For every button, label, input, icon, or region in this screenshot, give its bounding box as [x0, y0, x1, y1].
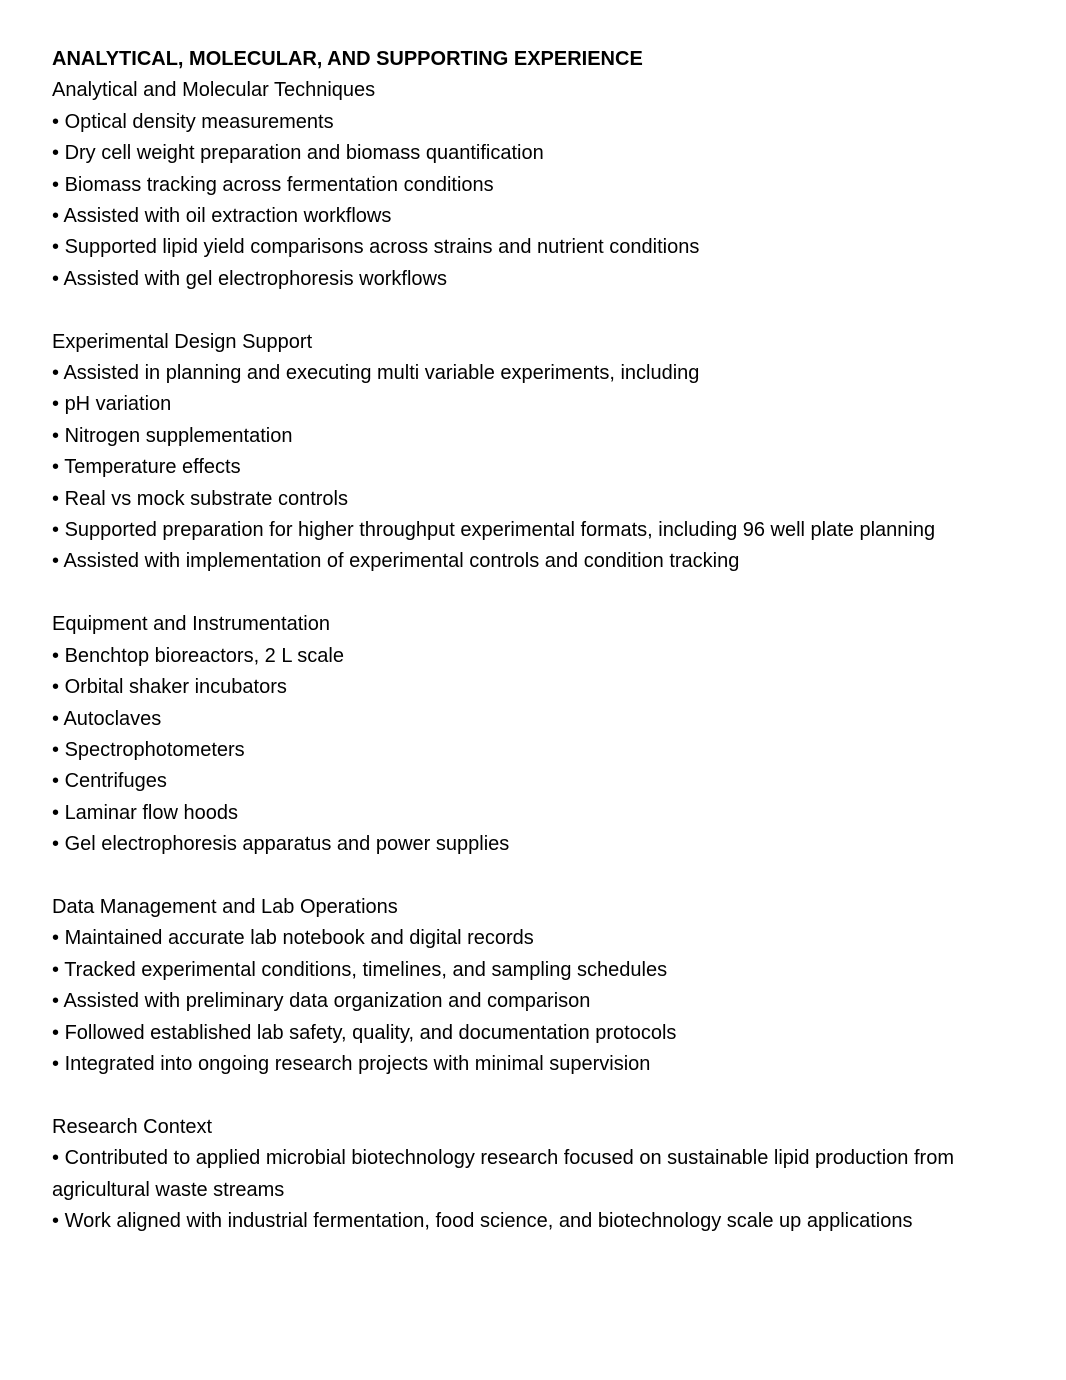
list-item [52, 923, 1052, 954]
document-title: ANALYTICAL, MOLECULAR, AND SUPPORTING EXPERIENCE [52, 48, 643, 70]
list-item-text: Optical density measurements [64, 110, 334, 133]
list-item-text: Orbital shaker incubators [64, 676, 287, 699]
list-item-text: Supported preparation for higher throughput experimental formats, including 96 well plate planning [64, 519, 936, 542]
list-item-text: Nitrogen supplementation [64, 424, 293, 447]
list-item-text: Biomass tracking across fermentation conditions [64, 173, 494, 196]
bullet-icon: • [52, 424, 65, 447]
section-heading: Research Context [52, 1115, 213, 1138]
list-item [52, 421, 1052, 452]
list-item-text: Work aligned with industrial fermentation, food science, and biotechnology scale up applications [64, 1209, 913, 1232]
bullet-icon: • [52, 142, 65, 165]
list-item-text: Laminar flow hoods [64, 801, 238, 824]
list-item [52, 1143, 1052, 1206]
list-item-text: Real vs mock substrate controls [64, 487, 348, 510]
list-item [52, 735, 1052, 766]
list-item [52, 264, 1052, 295]
bullet-icon: • [52, 707, 64, 730]
bullet-icon: • [52, 456, 65, 479]
list-item [52, 641, 1052, 672]
bullet-icon: • [52, 267, 64, 290]
bullet-icon: • [52, 927, 65, 950]
list-item [52, 138, 1052, 169]
list-item-text: Benchtop bioreactors, 2 L scale [64, 644, 344, 667]
list-item-text: Autoclaves [63, 707, 162, 730]
bullet-icon: • [52, 1021, 65, 1044]
bullet-icon: • [52, 173, 65, 196]
bullet-icon: • [52, 487, 65, 510]
bullet-list [52, 1143, 1052, 1237]
list-item-text: Supported lipid yield comparisons across strains and nutrient conditions [64, 236, 700, 259]
list-item-text: Assisted with gel electrophoresis workflows [63, 267, 447, 290]
list-item-text: Gel electrophoresis apparatus and power supplies [64, 833, 510, 856]
bullet-icon: • [52, 738, 65, 761]
section-heading: Data Management and Lab Operations [52, 895, 398, 918]
section [52, 892, 1052, 1080]
bullet-icon: • [52, 676, 65, 699]
list-item [52, 107, 1052, 138]
bullet-icon: • [52, 1052, 65, 1075]
bullet-list [52, 641, 1052, 861]
document-page [52, 44, 1052, 1237]
list-item [52, 1018, 1052, 1049]
bullet-icon: • [52, 644, 65, 667]
bullet-icon: • [52, 1209, 65, 1232]
list-item [52, 766, 1052, 797]
bullet-icon: • [52, 990, 64, 1013]
list-item [52, 829, 1052, 860]
list-item [52, 798, 1052, 829]
bullet-icon: • [52, 110, 65, 133]
list-item [52, 704, 1052, 735]
bullet-icon: • [52, 393, 65, 416]
list-item-text: Centrifuges [64, 770, 167, 793]
list-item-text: Dry cell weight preparation and biomass quantification [64, 142, 544, 165]
section [52, 75, 1052, 295]
list-item [52, 452, 1052, 483]
bullet-icon: • [52, 519, 65, 542]
list-item-text: Followed established lab safety, quality, and documentation protocols [64, 1021, 677, 1044]
bullet-icon: • [52, 205, 64, 228]
section-heading: Experimental Design Support [52, 330, 313, 353]
list-item-text: Maintained accurate lab notebook and digital records [64, 927, 534, 950]
bullet-icon: • [52, 958, 65, 981]
bullet-icon: • [52, 362, 64, 385]
list-item-text: Tracked experimental conditions, timelines, and sampling schedules [64, 958, 668, 981]
section [52, 609, 1052, 860]
list-item-text: Temperature effects [64, 456, 241, 479]
list-item [52, 1206, 1052, 1237]
list-item-text: Assisted with oil extraction workflows [63, 205, 392, 228]
list-item-text: Assisted with preliminary data organization and comparison [63, 990, 591, 1013]
section-heading: Equipment and Instrumentation [52, 613, 330, 636]
list-item-text: Spectrophotometers [64, 738, 245, 761]
list-item [52, 515, 1052, 546]
section [52, 327, 1052, 578]
bullet-icon: • [52, 833, 65, 856]
sections-container [52, 75, 1052, 1237]
list-item [52, 1049, 1052, 1080]
list-item-text: Contributed to applied microbial biotechnology research focused on sustainable lipid production from agricultural waste streams [52, 1147, 954, 1201]
bullet-icon: • [52, 770, 65, 793]
list-item [52, 546, 1052, 577]
bullet-list [52, 107, 1052, 295]
bullet-list [52, 923, 1052, 1080]
list-item [52, 389, 1052, 420]
list-item-text: pH variation [64, 393, 172, 416]
list-item-text: Assisted with implementation of experimental controls and condition tracking [63, 550, 740, 573]
list-item [52, 986, 1052, 1017]
bullet-icon: • [52, 236, 65, 259]
list-item [52, 358, 1052, 389]
bullet-icon: • [52, 550, 64, 573]
list-item [52, 484, 1052, 515]
bullet-icon: • [52, 801, 65, 824]
list-item [52, 170, 1052, 201]
section-heading: Analytical and Molecular Techniques [52, 79, 376, 102]
list-item [52, 201, 1052, 232]
list-item [52, 955, 1052, 986]
bullet-list [52, 358, 1052, 578]
section [52, 1112, 1052, 1238]
list-item [52, 232, 1052, 263]
list-item-text: Assisted in planning and executing multi variable experiments, including [63, 362, 700, 385]
list-item-text: Integrated into ongoing research projects with minimal supervision [64, 1052, 651, 1075]
bullet-icon: • [52, 1147, 65, 1170]
list-item [52, 672, 1052, 703]
